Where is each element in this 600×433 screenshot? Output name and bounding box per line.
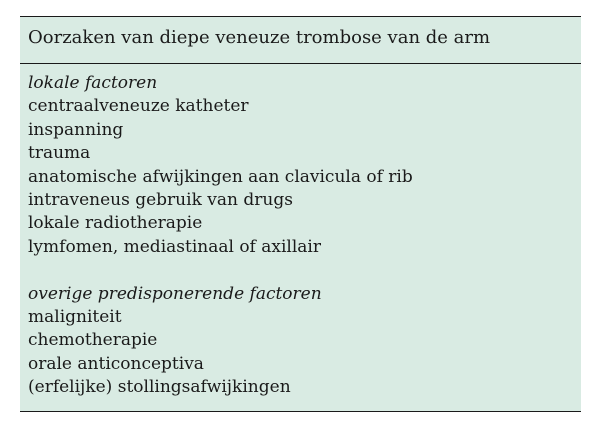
group-heading: overige predisponerende factoren <box>28 283 322 304</box>
list-item: maligniteit <box>28 307 122 328</box>
causes-table <box>20 16 581 412</box>
list-item: centraalveneuze katheter <box>28 96 249 117</box>
table-title: Oorzaken van diepe veneuze trombose van de arm <box>28 27 491 48</box>
list-item: orale anticonceptiva <box>28 353 204 374</box>
group-heading: lokale factoren <box>28 73 158 93</box>
group-other-predisposing-factors <box>28 283 413 400</box>
list-item: inspanning <box>28 119 124 140</box>
header-divider <box>20 63 581 64</box>
list-item: lokale radiotherapie <box>28 213 203 234</box>
table-body <box>28 72 413 400</box>
list-item: anatomische afwijkingen aan clavicula of rib <box>28 166 413 187</box>
group-local-factors <box>28 72 413 259</box>
list-item: (erfelijke) stollingsafwijkingen <box>28 377 291 398</box>
list-item: trauma <box>28 143 91 164</box>
list-item: lymfomen, mediastinaal of axillair <box>28 236 321 257</box>
list-item: chemotherapie <box>28 330 158 351</box>
list-item: intraveneus gebruik van drugs <box>28 190 293 211</box>
